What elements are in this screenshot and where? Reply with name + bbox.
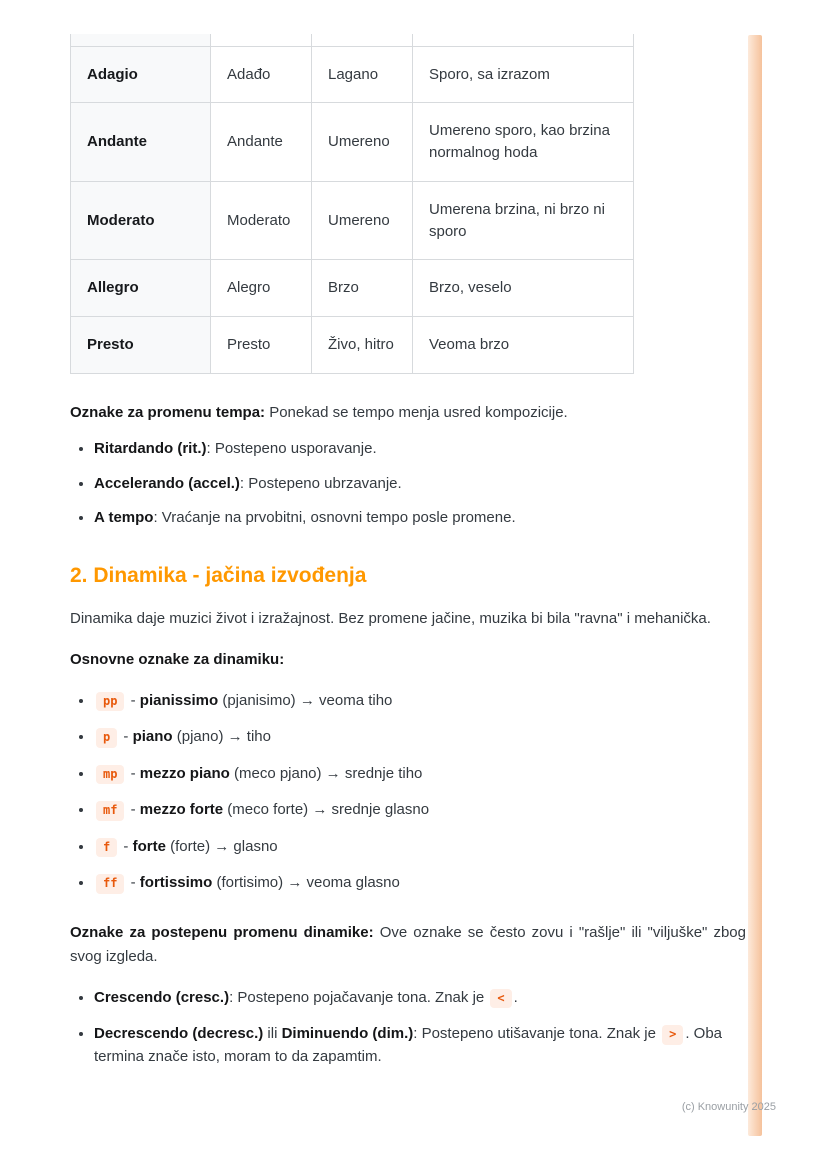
pronunciation-cell: Adađo — [211, 46, 312, 103]
dynamic-code-badge: mf — [96, 801, 124, 821]
dynamics-marks-list — [70, 690, 746, 895]
table-row — [71, 181, 634, 260]
dynamics-intro: Dinamika daje muzici život i izražajnost. Bez promene jačine, muzika bi bila "ravna" i mehanička. — [70, 610, 711, 628]
description-cell: Brzo, veselo — [413, 260, 634, 317]
table-row — [71, 317, 634, 374]
term-label: Accelerando (accel.) — [94, 474, 240, 492]
mark-name: piano — [132, 728, 173, 746]
mark-name: pianissimo — [139, 691, 219, 709]
term-label: Ritardando (rit.) — [94, 440, 207, 458]
table-row — [71, 260, 634, 317]
dynamic-code-badge: ff — [96, 874, 124, 894]
mark-description: (meco pjano) → srednje tiho — [229, 764, 423, 782]
mark-description: (pjano) → tiho — [172, 728, 271, 746]
document-content — [70, 0, 746, 1068]
hairpin-text: : Postepeno utišavanje tona. Znak je — [413, 1025, 661, 1043]
hairpin-term: Crescendo (cresc.) — [94, 988, 230, 1006]
pronunciation-cell: Andante — [211, 103, 312, 182]
mark-name: mezzo piano — [139, 764, 230, 782]
dynamics-basics-label — [70, 649, 746, 672]
separator-dash: - — [126, 801, 140, 819]
pronunciation-cell: Alegro — [211, 260, 312, 317]
crescendo-symbol-badge: < — [490, 989, 511, 1009]
knowunity-watermark: (c) Knowunity 2025 — [681, 1101, 776, 1113]
hairpin-term-alt: Diminuendo (dim.) — [281, 1025, 414, 1043]
dynamic-mark-item — [94, 690, 746, 713]
tempo-change-lead-label: Oznake za promenu tempa: — [70, 403, 266, 421]
description-cell — [413, 34, 634, 46]
pronunciation-cell: Moderato — [211, 181, 312, 260]
table-row — [71, 46, 634, 103]
mark-description: (forte) → glasno — [165, 837, 278, 855]
hairpin-text-end: . — [513, 988, 518, 1006]
description-cell: Umerena brzina, ni brzo ni sporo — [413, 181, 634, 260]
list-item — [94, 507, 746, 530]
dynamic-code-badge: p — [96, 728, 117, 748]
meaning-cell: Brzo — [312, 260, 413, 317]
pronunciation-cell — [211, 34, 312, 46]
hairpin-term: Decrescendo (decresc.) — [94, 1025, 264, 1043]
mark-description: (pjanisimo) → veoma tiho — [218, 691, 393, 709]
tempo-change-lead-text: Ponekad se tempo menja usred kompozicije. — [265, 403, 568, 421]
dynamic-mark-item — [94, 726, 746, 749]
tempo-term-cell — [71, 34, 211, 46]
dynamic-mark-item — [94, 799, 746, 822]
tempo-term-cell: Allegro — [71, 260, 211, 317]
page-edge-stripe-decoration — [748, 35, 762, 1136]
hairpin-text-end: . Oba termina znače isto, moram to da zapamtim. — [94, 1025, 722, 1065]
meaning-cell: Umereno — [312, 181, 413, 260]
meaning-cell: Živo, hitro — [312, 317, 413, 374]
tempo-table — [70, 34, 634, 374]
dynamic-mark-item — [94, 872, 746, 895]
dynamic-code-badge: f — [96, 838, 117, 858]
dynamics-section-heading: 2. Dinamika - jačina izvođenja — [70, 563, 367, 587]
separator-dash: - — [126, 764, 140, 782]
hairpin-item-decrescendo — [94, 1023, 746, 1068]
meaning-cell — [312, 34, 413, 46]
gradual-dynamics-label: Oznake za postepenu promenu dinamike: — [70, 923, 374, 941]
tempo-term-cell: Adagio — [71, 46, 211, 103]
separator-dash: - — [119, 837, 133, 855]
dynamic-code-badge: pp — [96, 692, 124, 712]
separator-dash: - — [126, 874, 140, 892]
separator-dash: - — [119, 728, 133, 746]
dynamic-mark-item — [94, 763, 746, 786]
table-row-cutoff — [71, 34, 634, 46]
mark-description: (meco forte) → srednje glasno — [223, 801, 430, 819]
separator-dash: - — [126, 691, 140, 709]
list-item — [94, 438, 746, 461]
term-label: A tempo — [94, 509, 154, 527]
dynamic-code-badge: mp — [96, 765, 124, 785]
meaning-cell: Umereno — [312, 103, 413, 182]
table-row — [71, 103, 634, 182]
tempo-term-cell: Moderato — [71, 181, 211, 260]
gradual-dynamics-text: Ove oznake se često zovu i "rašlje" ili "viljuške" zbog svog izgleda. — [70, 923, 746, 965]
description-cell: Umereno sporo, kao brzina normalnog hoda — [413, 103, 634, 182]
mark-description: (fortisimo) → veoma glasno — [212, 874, 400, 892]
mark-name: fortissimo — [139, 874, 213, 892]
term-description: : Vraćanje na prvobitni, osnovni tempo posle promene. — [153, 509, 516, 527]
gradual-dynamics-lead — [70, 921, 746, 969]
mark-name: forte — [132, 837, 166, 855]
decrescendo-symbol-badge: > — [662, 1025, 683, 1045]
hairpin-item-crescendo — [94, 987, 746, 1010]
list-item — [94, 473, 746, 496]
pronunciation-cell: Presto — [211, 317, 312, 374]
description-cell: Sporo, sa izrazom — [413, 46, 634, 103]
hairpin-mid-text: ili — [263, 1025, 282, 1043]
term-description: : Postepeno usporavanje. — [206, 440, 377, 458]
tempo-term-cell: Andante — [71, 103, 211, 182]
hairpin-text: : Postepeno pojačavanje tona. Znak je — [229, 988, 489, 1006]
term-description: : Postepeno ubrzavanje. — [239, 474, 402, 492]
tempo-term-cell: Presto — [71, 317, 211, 374]
description-cell: Veoma brzo — [413, 317, 634, 374]
tempo-change-lead — [70, 402, 746, 425]
hairpin-list — [70, 987, 746, 1069]
meaning-cell: Lagano — [312, 46, 413, 103]
tempo-change-list — [70, 438, 746, 530]
mark-name: mezzo forte — [139, 801, 224, 819]
dynamic-mark-item — [94, 836, 746, 859]
dynamics-basics-label-text: Osnovne oznake za dinamiku: — [70, 651, 285, 669]
